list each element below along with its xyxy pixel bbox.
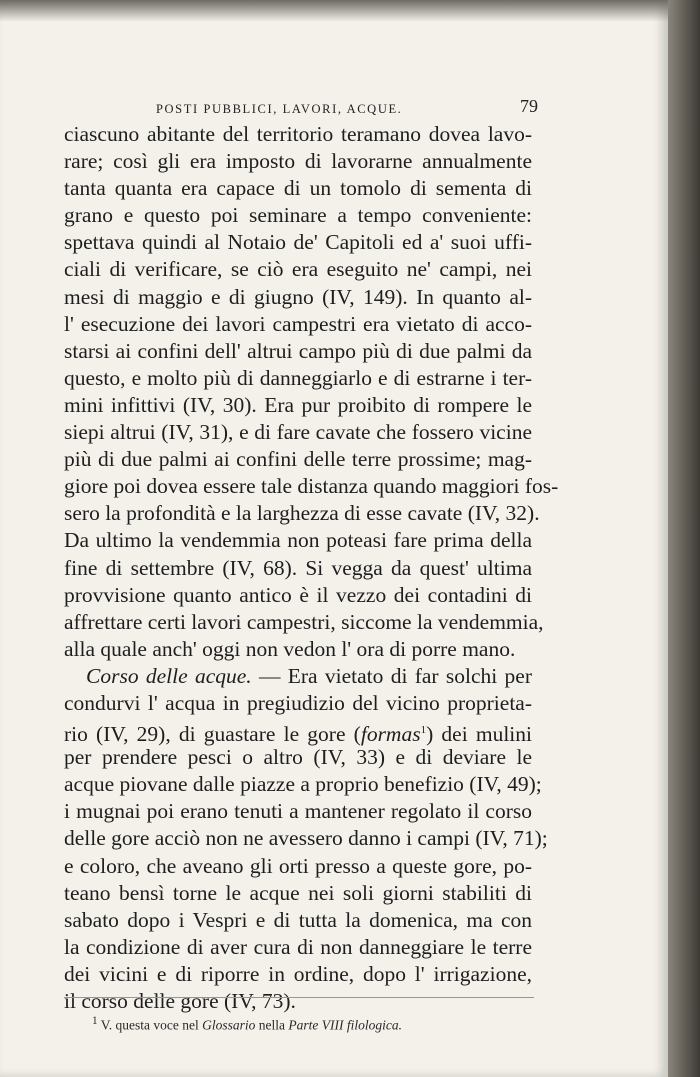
book-binding-edge (668, 0, 700, 1077)
text-line: per prendere pesci o altro (IV, 33) e di deviare le (64, 745, 532, 770)
text-line: mini infittivi (IV, 30). Era pur proibito di rompere le (64, 392, 532, 417)
text-line: tanta quanta era capace di un tomolo di sementa di (64, 176, 532, 201)
lead-rest: — Era vietato di far solchi per (251, 663, 532, 688)
footnote-text: V. questa voce nel (97, 1017, 203, 1033)
text-line: siepi altrui (IV, 31), e di fare cavate che fossero vicine (64, 420, 532, 445)
running-head: POSTI PUBBLICI, LAVORI, ACQUE. (156, 102, 403, 116)
text-line: mesi di maggio e di giugno (IV, 149). In quanto al- (64, 284, 532, 309)
text-line: teano bensì torne le acque nei soli giorni stabiliti di (64, 880, 532, 905)
section-title-italic: Corso delle acque. (86, 663, 252, 688)
italic-term: formas (360, 722, 421, 747)
text-fragment: rio (IV, 29), di guastare le gore (64, 722, 346, 747)
text-line: ciascuno abitante del territorio teramano dovea lavo- (64, 122, 532, 146)
footnote (92, 1015, 532, 1034)
text-fragment: ) dei mulini (426, 722, 532, 747)
text-line: alla quale anch' oggi non vedon l' ora di porre mano. (64, 636, 516, 661)
text-line: la condizione di aver cura di non danneggiare le terre (64, 934, 532, 959)
text-line-with-italic (64, 717, 532, 747)
text-line: spettava quindi al Notaio de' Capitoli ed a' suoi uffi- (64, 230, 532, 255)
text-line: sero la profondità e la larghezza di esse cavate (IV, 32). (64, 501, 540, 526)
footnote-divider (64, 997, 534, 998)
footnote-text: nella (255, 1017, 289, 1033)
text-line: provvisione quanto antico è il vezzo dei contadini di (64, 582, 532, 607)
footnote-italic: Parte VIII filologica. (288, 1017, 402, 1033)
page-header (78, 96, 538, 122)
text-line: l' esecuzione dei lavori campestri era vietato di acco- (64, 311, 532, 336)
text-line: Da ultimo la vendemmia non poteasi fare prima della (64, 528, 532, 553)
body-text (64, 121, 559, 1015)
text-line: fine di settembre (IV, 68). Si vegga da quest' ultima (64, 555, 532, 580)
text-line: grano e questo poi seminare a tempo conveniente: (64, 203, 532, 228)
text-line: il corso delle gore (IV, 73). (64, 989, 296, 1013)
text-line: e coloro, che aveano gli orti presso a queste gore, po- (64, 853, 532, 878)
text-line: giore poi dovea essere tale distanza quando maggiori fos- (64, 474, 559, 499)
text-line: sabato dopo i Vespri e di tutta la domenica, ma con (64, 907, 532, 932)
text-line: dei vicini e di riporre in ordine, dopo l' irrigazione, (64, 961, 532, 986)
text-line: più di due palmi ai confini delle terre prossime; mag- (64, 447, 532, 472)
page-number: 79 (520, 96, 538, 116)
paragraph-lead-line (64, 663, 532, 690)
scan-shadow (0, 0, 668, 22)
text-fragment: ( (345, 722, 361, 747)
text-line: starsi ai confini dell' altrui campo più di due palmi da (64, 338, 532, 363)
text-line: ciali di verificare, se ciò era eseguito ne' campi, nei (64, 257, 532, 282)
text-line: questo, e molto più di danneggiarlo e di estrarne i ter- (64, 365, 532, 390)
text-line: affrettare certi lavori campestri, siccome la vendemmia, (64, 609, 544, 634)
footnote-italic: Glossario (202, 1017, 256, 1033)
text-line: condurvi l' acqua in pregiudizio del vicino proprieta- (64, 690, 532, 715)
text-line: acque piovane dalle piazze a proprio benefizio (IV, 49); (64, 772, 542, 797)
footnote-marker: 1 (92, 1015, 98, 1027)
text-line: delle gore acciò non ne avessero danno i campi (IV, 71); (64, 826, 548, 851)
text-line: i mugnai poi erano tenuti a mantener regolato il corso (64, 799, 532, 824)
text-line: rare; così gli era imposto di lavorarne annualmente (64, 149, 532, 174)
footnote-ref: 1 (420, 724, 427, 737)
